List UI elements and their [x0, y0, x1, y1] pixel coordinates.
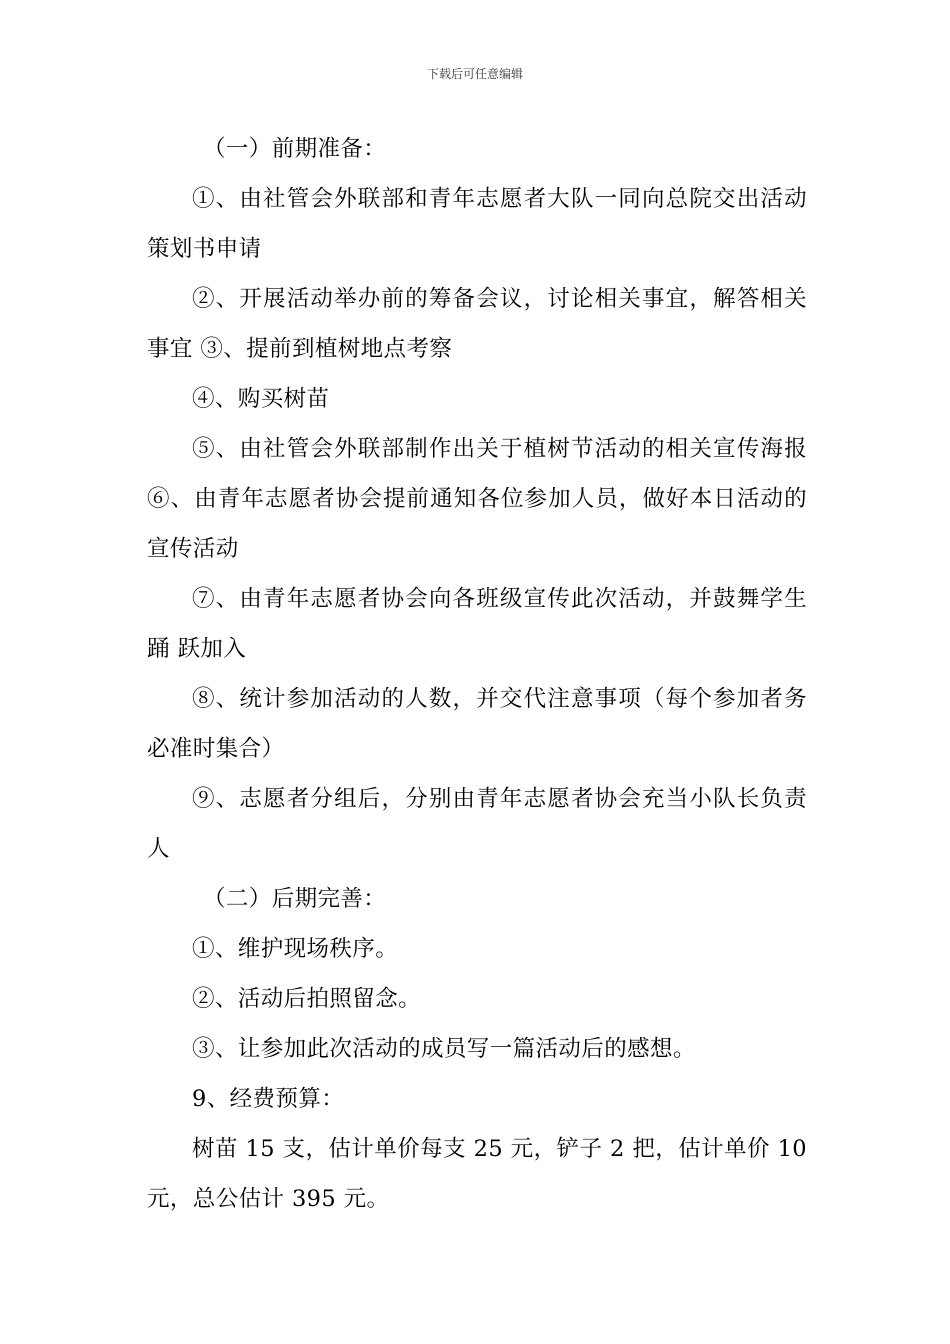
- paragraph: ⑨、志愿者分组后，分别由青年志愿者协会充当小队长负责人: [147, 786, 807, 862]
- section-heading-preparation: （一）前期准备：: [203, 136, 387, 162]
- paragraph: ②、开展活动举办前的筹备会议，讨论相关事宜，解答相关事宜 ③、提前到植树地点考察: [147, 286, 807, 362]
- paragraph: ④、购买树苗: [192, 386, 330, 412]
- section-heading-followup: （二）后期完善：: [203, 886, 387, 912]
- paragraph: ①、由社管会外联部和青年志愿者大队一同向总院交出活动策划书申请: [147, 186, 807, 262]
- paragraph-budget-detail: 树苗 15 支，估计单价每支 25 元，铲子 2 把，估计单价 10 元，总公估计 395 元。: [147, 1136, 807, 1212]
- paragraph: ⑦、由青年志愿者协会向各班级宣传此次活动，并鼓舞学生踊 跃加入: [147, 586, 807, 662]
- paragraph: ②、活动后拍照留念。: [192, 986, 422, 1012]
- header-note: 下载后可任意编辑: [426, 67, 523, 81]
- paragraph: ⑤、由社管会外联部制作出关于植树节活动的相关宣传海报 ⑥、由青年志愿者协会提前通知各位参加人员，做好本日活动的宣传活动: [147, 436, 807, 562]
- paragraph-budget-heading: 9、经费预算：: [192, 1086, 345, 1112]
- paragraph: ⑧、统计参加活动的人数，并交代注意事项（每个参加者务必准时集合）: [147, 686, 807, 762]
- paragraph: ①、维护现场秩序。: [192, 936, 399, 962]
- paragraph: ③、让参加此次活动的成员写一篇活动后的感想。: [192, 1036, 696, 1062]
- document-body: [147, 124, 807, 1224]
